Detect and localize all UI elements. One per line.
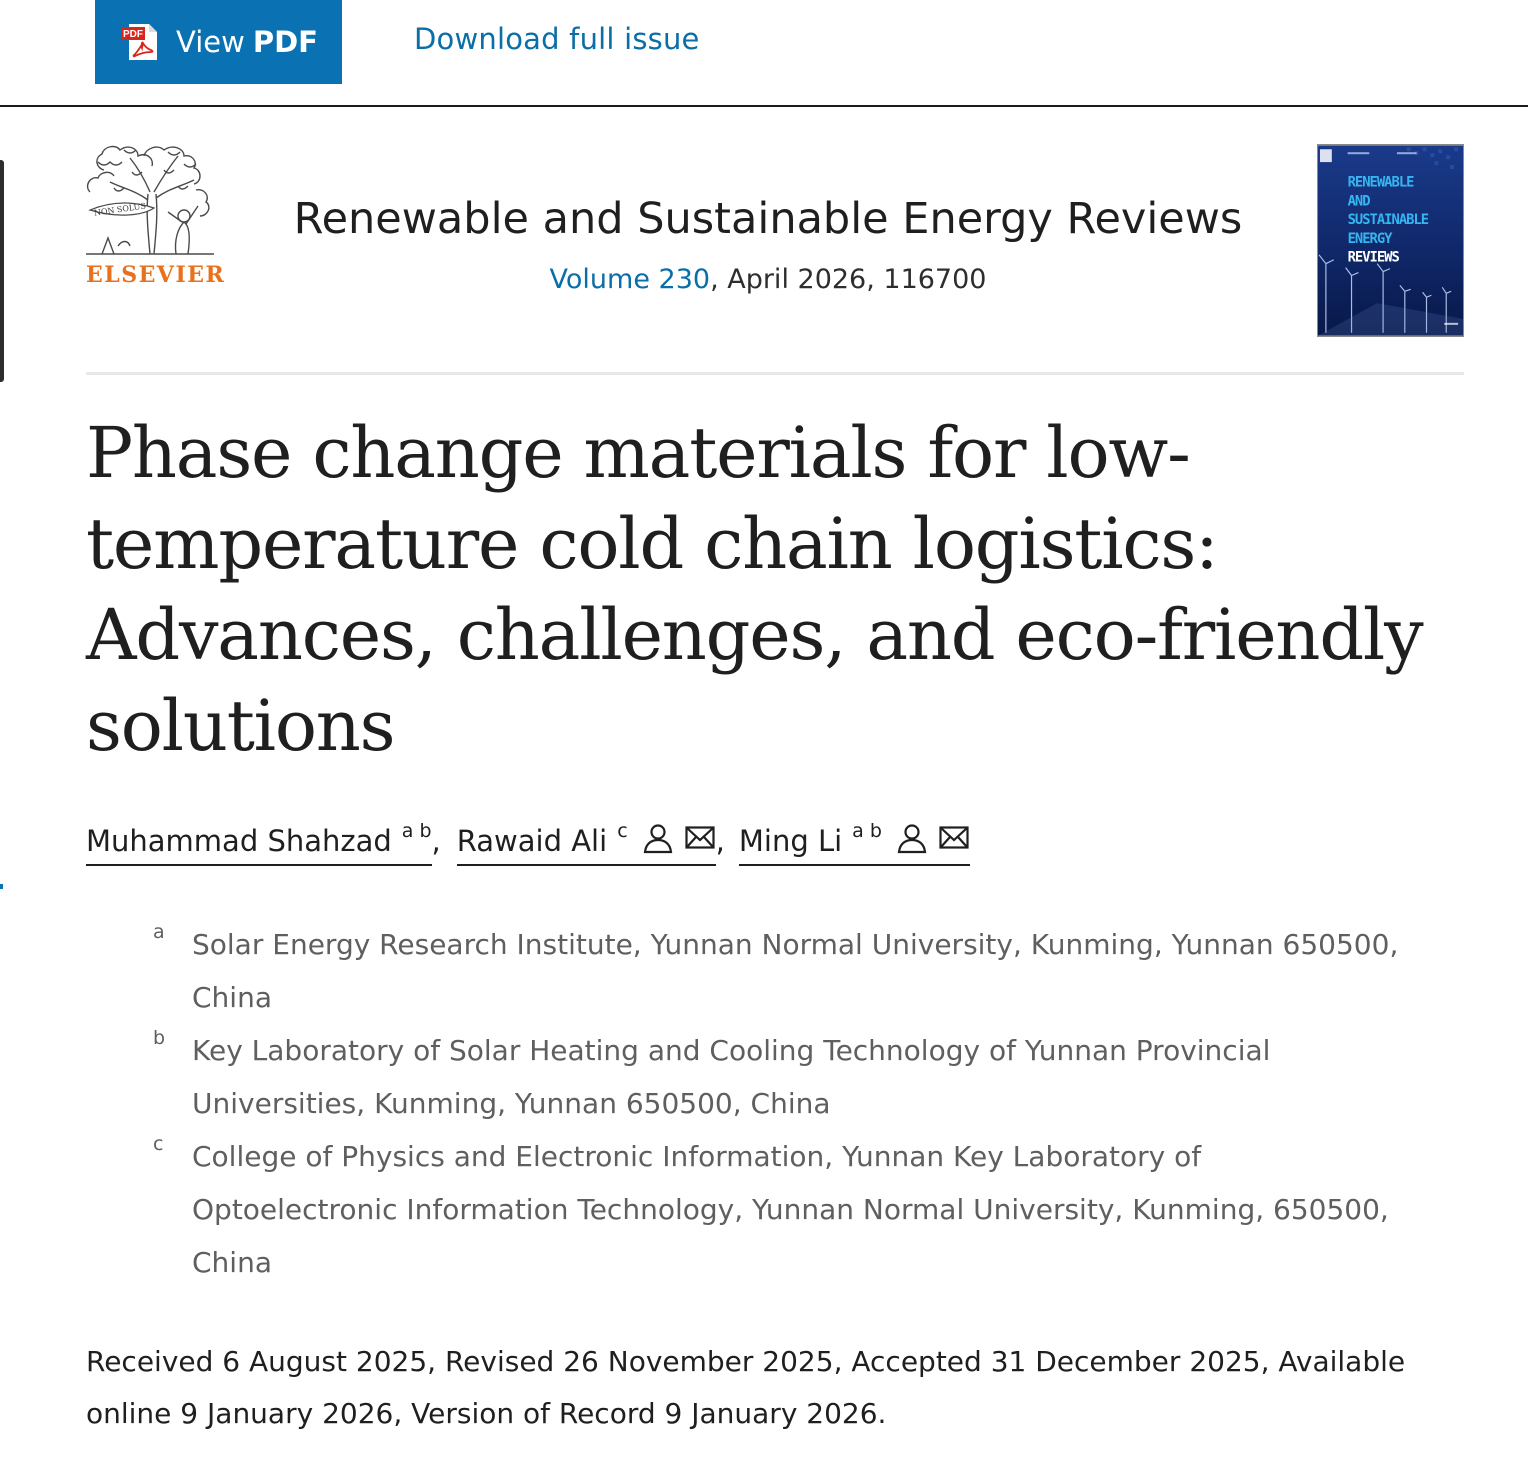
person-icon [642, 822, 674, 854]
article-toolbar [0, 0, 1528, 107]
pdf-icon-text: PDF [123, 29, 143, 40]
envelope-icon [938, 822, 970, 854]
publication-history [86, 1336, 1466, 1440]
affiliation-line: China [192, 981, 272, 1014]
journal-cover-image[interactable] [1317, 144, 1464, 337]
affiliation-c [150, 1130, 1480, 1289]
author-name: Ming Li [738, 824, 843, 858]
affiliation-line: College of Physics and Electronic Information, Yunnan Key Laboratory of [192, 1140, 1202, 1173]
affiliation-mark: c [153, 1133, 164, 1155]
affiliation-b [150, 1024, 1480, 1130]
envelope-icon [684, 822, 716, 854]
tree-logo-icon [84, 142, 216, 260]
author-name: Muhammad Shahzad [86, 824, 392, 858]
author-separator: , [431, 824, 441, 858]
history-line: Received 6 August 2025, Revised 26 November 2025, Accepted 31 December 2025, Available [86, 1345, 1406, 1378]
logo-ribbon-text: NON SOLUS [93, 201, 147, 218]
author-link-ming-li[interactable] [739, 818, 970, 866]
person-icon [896, 822, 928, 854]
publisher-name: ELSEVIER [86, 262, 226, 288]
affiliation-a [150, 918, 1480, 1024]
affiliation-mark: a [153, 921, 165, 943]
author-affiliation-marks: a b [852, 820, 882, 842]
cover-line-2: AND [1347, 193, 1370, 210]
author-separator: , [715, 824, 725, 858]
cover-art [1318, 145, 1463, 336]
title-line: solutions [86, 685, 395, 767]
affiliation-line: Solar Energy Research Institute, Yunnan Normal University, Kunming, Yunnan 650500, [192, 928, 1399, 961]
affiliation-mark: b [153, 1027, 166, 1049]
issue-info [230, 264, 1306, 295]
side-panel-edge[interactable] [0, 160, 4, 382]
affiliation-line: Optoelectronic Information Technology, Yunnan Normal University, Kunming, 650500, [192, 1193, 1389, 1226]
article-title [86, 408, 1466, 772]
history-line: online 9 January 2026, Version of Record 9 January 2026. [86, 1397, 887, 1430]
affiliation-line: Key Laboratory of Solar Heating and Cooling Technology of Yunnan Provincial [192, 1034, 1271, 1067]
header-divider [86, 372, 1464, 375]
view-pdf-button[interactable] [95, 0, 342, 84]
pdf-file-icon [120, 21, 162, 63]
affiliation-line: Universities, Kunming, Yunnan 650500, China [192, 1087, 831, 1120]
author-link-rawaid-ali[interactable] [457, 818, 716, 866]
cover-line-5: REVIEWS [1347, 249, 1399, 266]
author-link-muhammad-shahzad[interactable] [86, 818, 432, 866]
cover-line-3: SUSTAINABLE [1347, 212, 1429, 229]
cover-line-1: RENEWABLE [1347, 174, 1414, 191]
side-marker [0, 884, 3, 889]
author-name: Rawaid Ali [456, 824, 608, 858]
issue-details: , April 2026, 116700 [710, 264, 987, 295]
cover-line-4: ENERGY [1347, 230, 1392, 247]
affiliation-list [150, 918, 1480, 1289]
download-full-issue-link[interactable]: Download full issue [414, 22, 700, 56]
author-list [86, 818, 970, 868]
title-line: Phase change materials for low- [86, 412, 1190, 494]
title-line: Advances, challenges, and eco-friendly [86, 594, 1423, 676]
journal-title-link[interactable]: Renewable and Sustainable Energy Reviews [293, 194, 1243, 244]
view-pdf-label: View [176, 25, 245, 59]
title-line: temperature cold chain logistics: [86, 503, 1218, 585]
author-affiliation-marks: a b [401, 820, 432, 842]
author-affiliation-marks: c [617, 820, 628, 842]
volume-link[interactable]: Volume 230 [549, 264, 711, 295]
affiliation-line: China [192, 1246, 272, 1279]
view-pdf-label-strong: PDF [252, 25, 318, 59]
